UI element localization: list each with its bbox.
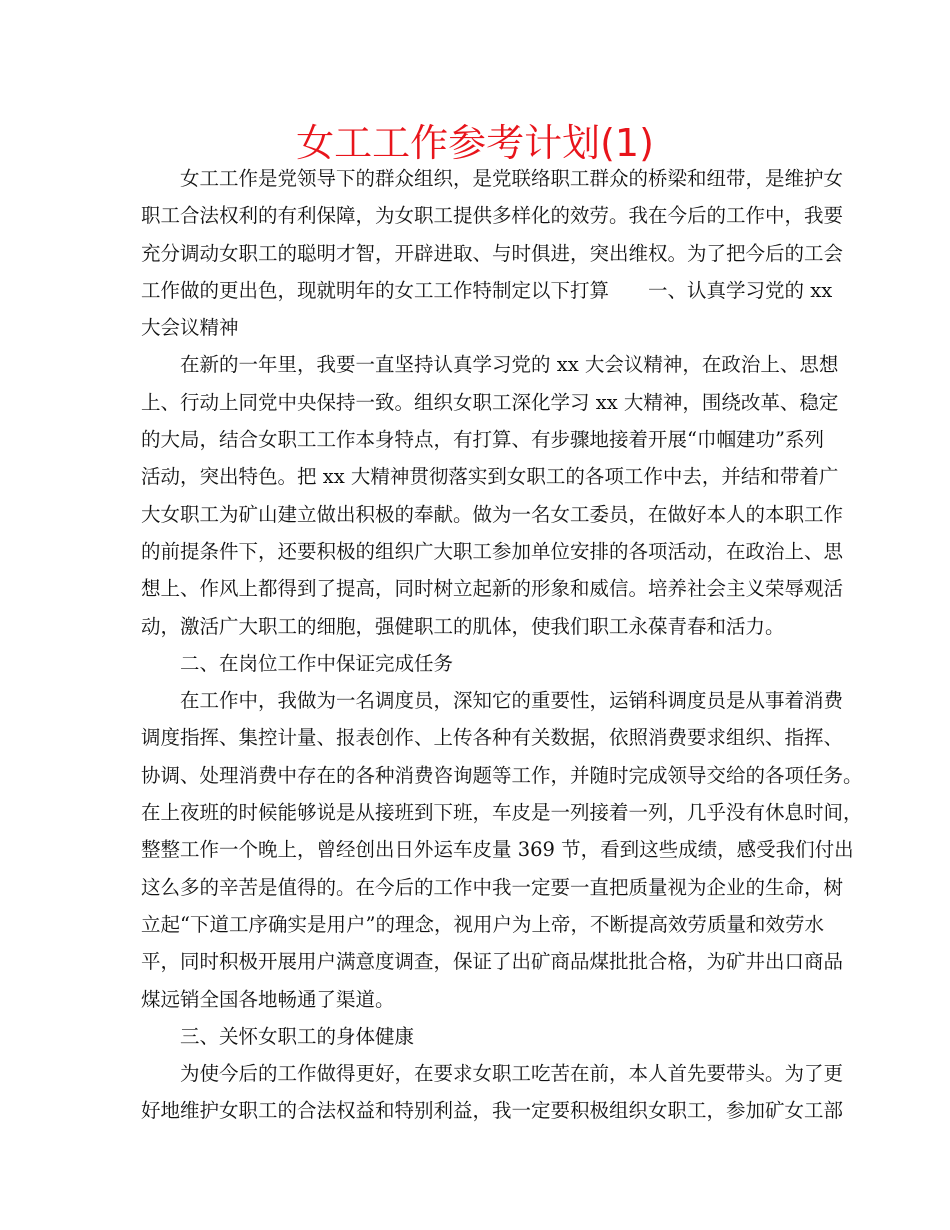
text-line: 好地维护女职工的合法权益和特别利益，我一定要积极组织女职工，参加矿女工部 — [141, 1099, 844, 1123]
text-line: 协调、处理消费中存在的各种消费咨询题等工作，并随时完成领导交给的各项任务。 — [141, 763, 863, 787]
document-title: 女工工作参考计划(1) — [296, 121, 654, 165]
text-line: 三、关怀女职工的身体健康 — [180, 1024, 415, 1048]
text-line: 平，同时积极开展用户满意度调查，保证了出矿商品煤批批合格，为矿井出口商品 — [141, 950, 844, 974]
text-line: 的前提条件下，还要积极的组织广大职工参加单位安排的各项活动，在政治上、思 — [141, 539, 844, 563]
text-line: 整整工作一个晚上，曾经创出日外运车皮量 369 节，看到这些成绩，感受我们付出 — [141, 838, 854, 862]
text-line: 调度指挥、集控计量、报表创作、上传各种有关数据，依照消费要求组织、指挥、 — [141, 726, 844, 750]
text-line: 上、行动上同党中央保持一致。组织女职工深化学习 xx 大精神，围绕改革、稳定 — [141, 390, 839, 414]
text-line: 二、在岗位工作中保证完成任务 — [180, 651, 454, 675]
text-line: 煤远销全国各地畅通了渠道。 — [141, 987, 395, 1011]
document-body — [141, 160, 863, 1130]
text-line: 职工合法权利的有利保障，为女职工提供多样化的效劳。我在今后的工作中，我要 — [141, 204, 844, 228]
text-line: 动，激活广大职工的细胞，强健职工的肌体，使我们职工永葆青春和活力。 — [141, 614, 785, 638]
text-line: 这么多的辛苦是值得的。在今后的工作中我一定要一直把质量视为企业的生命，树 — [141, 875, 844, 899]
text-line: 在上夜班的时候能够说是从接班到下班，车皮是一列接着一列，几乎没有休息时间， — [141, 801, 863, 825]
text-line: 想上、作风上都得到了提高，同时树立起新的形象和威信。培养社会主义荣辱观活 — [141, 577, 844, 601]
text-line: 在工作中，我做为一名调度员，深知它的重要性，运销科调度员是从事着消费 — [180, 689, 844, 713]
text-line: 充分调动女职工的聪明才智，开辟进取、与时俱进，突出维权。为了把今后的工会 — [141, 241, 844, 265]
text-line: 工作做的更出色，现就明年的女工工作特制定以下打算 一、认真学习党的 xx — [141, 278, 833, 302]
text-line: 在新的一年里，我要一直坚持认真学习党的 xx 大会议精神，在政治上、思想 — [180, 353, 839, 377]
text-line: 大女职工为矿山建立做出积极的奉献。做为一名女工委员，在做好本人的本职工作 — [141, 502, 844, 526]
text-line: 大会议精神 — [141, 316, 239, 340]
text-line: 立起“下道工序确实是用户”的理念，视用户为上帝，不断提高效劳质量和效劳水 — [141, 912, 824, 936]
text-line: 的大局，结合女职工工作本身特点，有打算、有步骤地接着开展“巾帼建功”系列 — [141, 428, 824, 452]
text-line: 活动，突出特色。把 xx 大精神贯彻落实到女职工的各项工作中去，并结和带着广 — [141, 465, 839, 489]
text-line: 女工工作是党领导下的群众组织，是党联络职工群众的桥梁和纽带，是维护女 — [180, 167, 844, 190]
text-line: 为使今后的工作做得更好，在要求女职工吃苦在前，本人首先要带头。为了更 — [180, 1062, 844, 1086]
